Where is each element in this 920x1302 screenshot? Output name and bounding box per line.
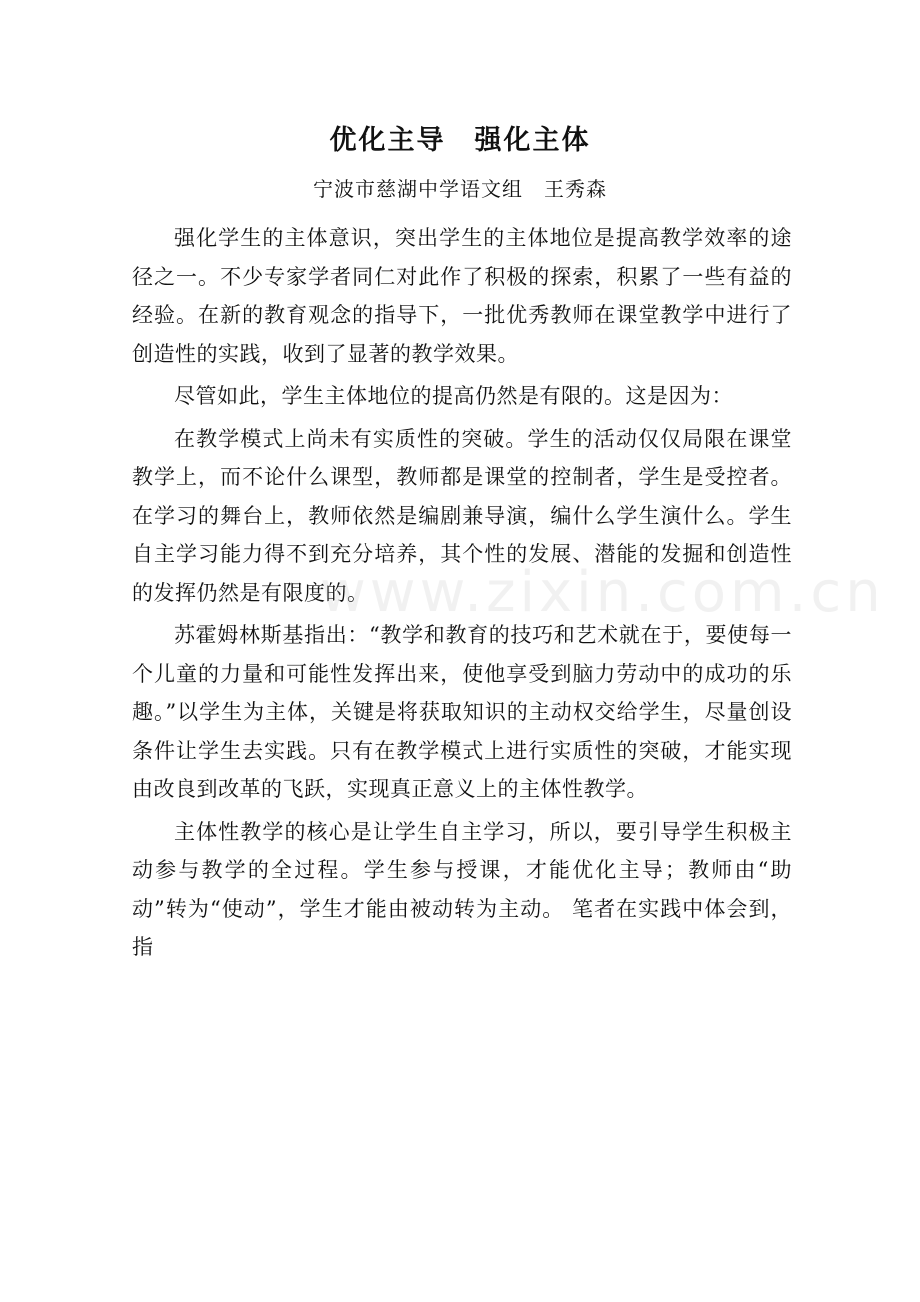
- paragraph-4: 苏霍姆林斯基指出：“教学和教育的技巧和艺术就在于，要使每一个儿童的力量和可能性发挥出来，使他享受到脑力劳动中的成功的乐趣。”以学生为主体，关键是将获取知识的主动权交给学生，尽量创设条件让学生去实践。只有在教学模式上进行实质性的突破，才能实现由改良到改革的飞跃，实现真正意义上的主体性教学。: [132, 623, 792, 801]
- watermark: www.zixin.com.cn: [320, 560, 885, 625]
- document-title: 优化主导 强化主体: [329, 125, 591, 156]
- paragraph-1: 强化学生的主体意识，突出学生的主体地位是提高教学效率的途径之一。不少专家学者同仁对此作了积极的探索，积累了一些有益的经验。在新的教育观念的指导下，一批优秀教师在课堂教学中进行了创造性的实践，收到了显著的教学效果。: [132, 226, 792, 366]
- paragraph-2: 尽管如此，学生主体地位的提高仍然是有限的。这是因为：: [174, 384, 733, 408]
- paragraph-3: 在教学模式上尚未有实质性的突破。学生的活动仅仅局限在课堂教学上，而不论什么课型，教师都是课堂的控制者，学生是受控者。在学习的舞台上，教师依然是编剧兼导演，编什么学生演什么。学生自主学习能力得不到充分培养，其个性的发展、潜能的发掘和创造性的发挥仍然是有限度的。: [132, 426, 792, 605]
- document-body: [132, 219, 885, 971]
- document-author: 宁波市慈湖中学语文组 王秀森: [313, 177, 607, 201]
- paragraph-5: 主体性教学的核心是让学生自主学习，所以，要引导学生积极主动参与教学的全过程。学生参与授课，才能优化主导；教师由“助动”转为“使动”，学生才能由被动转为主动。 笔者在实践中体会到，指: [132, 819, 792, 959]
